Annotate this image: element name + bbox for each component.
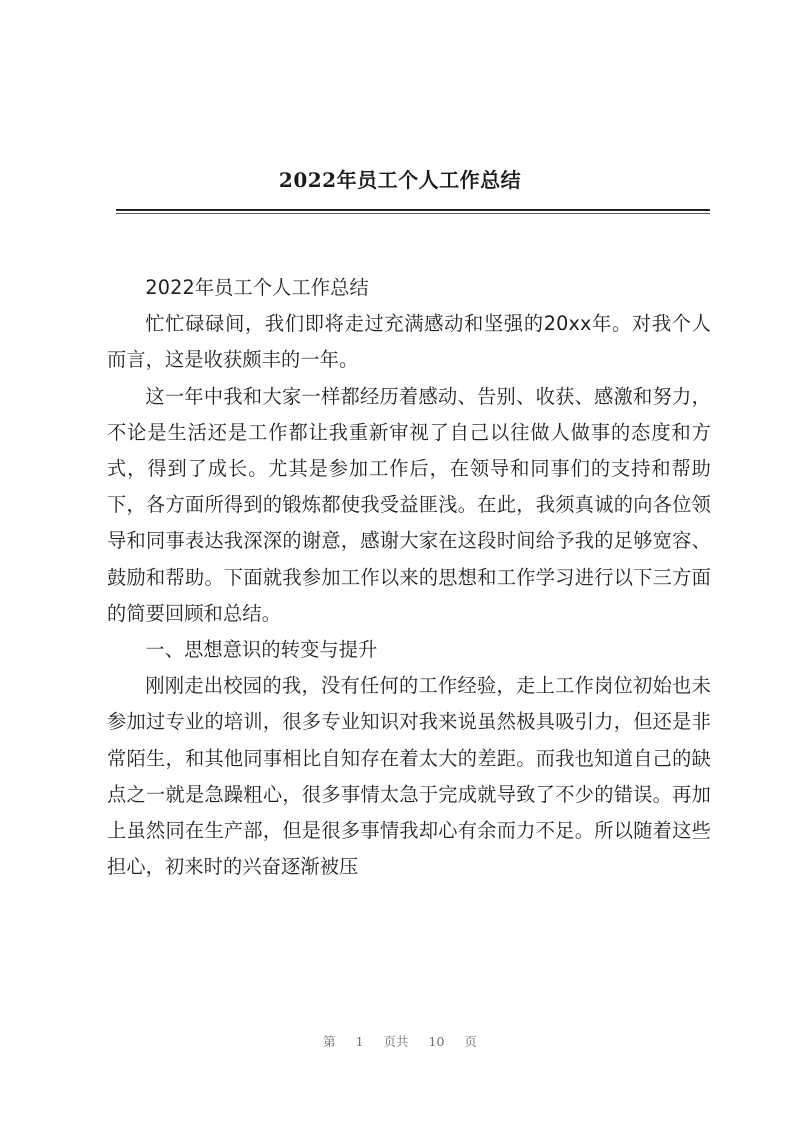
section-heading: 一、思想意识的转变与提升 xyxy=(145,638,378,662)
title-divider-thin xyxy=(116,213,710,214)
page-label-mid: 页共 xyxy=(383,1034,409,1049)
document-body xyxy=(107,270,711,885)
paragraph: 这一年中我和大家一样都经历着感动、告别、收获、感激和努力，不论是生活还是工作都让我重新审视了自己以往做人做事的态度和方式，得到了成长。尤其是参加工作后，在领导和同事们的支持和帮助下，各方面所得到的锻炼都使我受益匪浅。在此，我须真诚的向各位领导和同事表达我深深的谢意，感谢大家在这段时间给予我的足够宽容、鼓励和帮助。下面就我参加工作以来的思想和工作学习进行以下三方面的简要回顾和总结。 xyxy=(107,384,711,625)
page-footer xyxy=(0,1032,800,1050)
title-divider xyxy=(116,209,710,211)
paragraph-heading: 2022年员工个人工作总结 xyxy=(145,276,369,299)
paragraph: 忙忙碌碌间，我们即将走过充满感动和坚强的20xx年。对我个人而言，这是收获颇丰的一年。 xyxy=(107,312,711,372)
paragraph: 刚刚走出校园的我，没有任何的工作经验，走上工作岗位初始也未参加过专业的培训，很多专业知识对我来说虽然极具吸引力，但还是非常陌生，和其他同事相比自知存在着太大的差距。而我也知道自己的缺点之一就是急躁粗心，很多事情太急于完成就导致了不少的错误。再加上虽然同在生产部，但是很多事情我却心有余而力不足。所以随着这些担心，初来时的兴奋逐渐被压 xyxy=(107,674,711,879)
page-label-prefix: 第 xyxy=(323,1034,336,1049)
page-title: 2022年员工个人工作总结 xyxy=(278,168,522,192)
current-page-number: 1 xyxy=(355,1034,364,1049)
page-label-suffix: 页 xyxy=(464,1034,477,1049)
total-pages-number: 10 xyxy=(428,1034,445,1049)
